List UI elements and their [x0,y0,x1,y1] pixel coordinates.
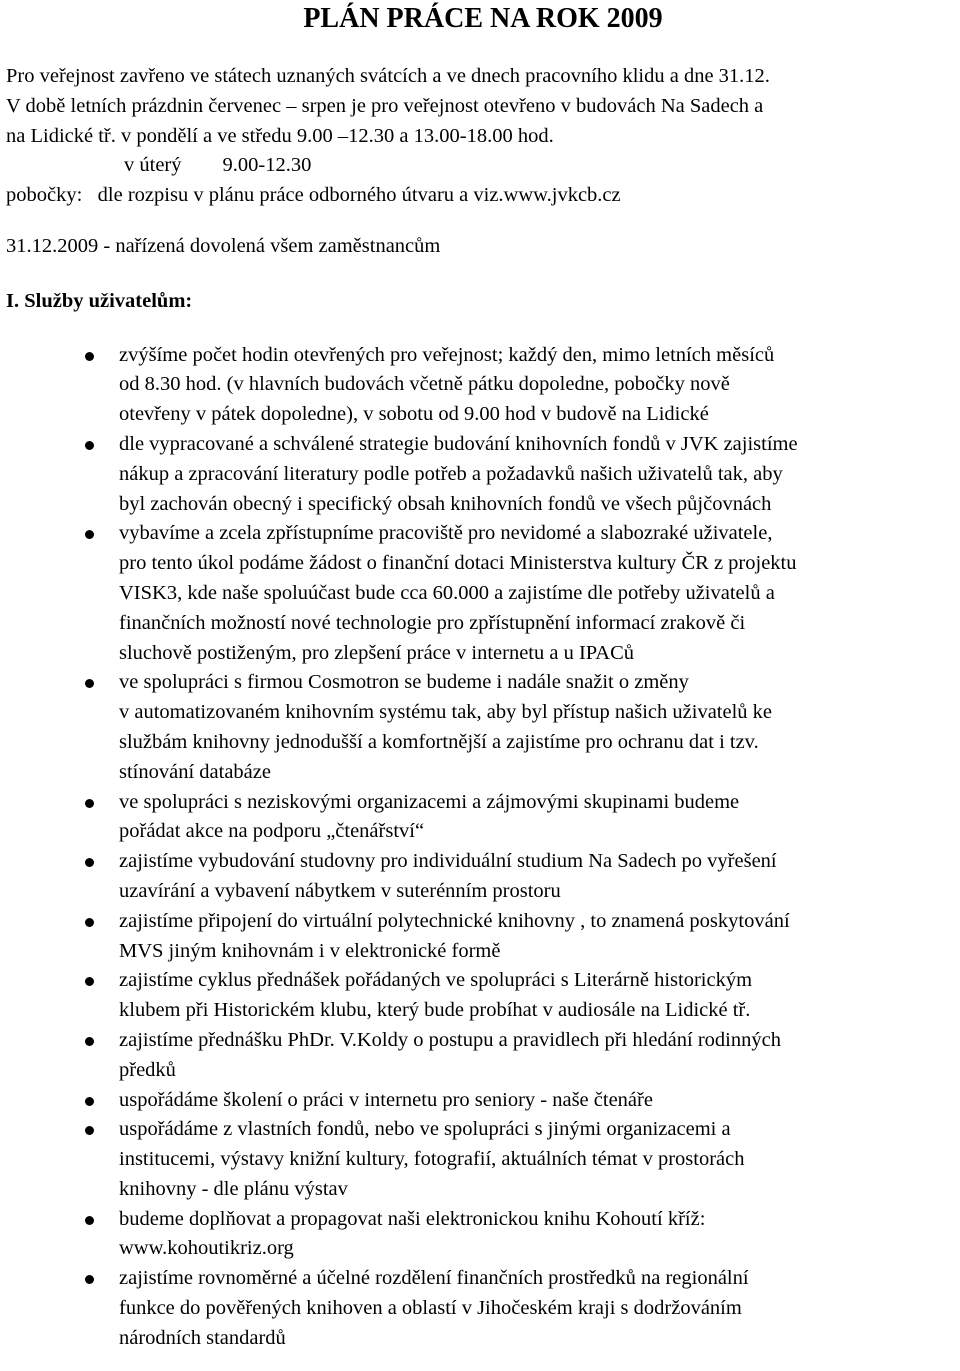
list-item-line: zajistíme cyklus přednášek pořádaných ve spolupráci s Literárně historickým [119,969,753,992]
list-item [6,1264,960,1353]
bullet-icon [85,799,94,808]
list-item-text [119,519,956,668]
bullet-icon [85,441,94,450]
list-item-line: byl zachován obecný i specifický obsah knihovních fondů ve všech půjčovnách [119,492,772,515]
list-item-line: zvýšíme počet hodin otevřených pro veřejnost; každý den, mimo letních měsíců [119,343,775,366]
list-item-line: dle vypracované a schválené strategie budování knihovních fondů v JVK zajistíme [119,432,798,455]
list-item-text [119,430,956,519]
list-item-text [119,668,956,787]
intro-line-4: v úterý 9.00-12.30 [124,154,312,177]
bullet-icon [85,1275,94,1284]
document-title: PLÁN PRÁCE NA ROK 2009 [303,3,663,34]
spacer [6,262,960,287]
list-item-line: klubem při Historickém klubu, který bude probíhat v audiosále na Lidické tř. [119,999,751,1022]
bullet-icon [85,530,94,539]
list-item [6,1086,960,1116]
intro-line-2: V době letních prázdnin červenec – srpen je pro veřejnost otevřeno v budovách Na Sadech a [6,94,764,117]
list-item-line: ve spolupráci s neziskovými organizacemi a zájmovými skupinami budeme [119,790,740,813]
list-item [6,519,960,668]
list-item [6,1026,960,1086]
list-item-line: MVS jiným knihovnám i v elektronické formě [119,939,501,962]
list-item-line: pro tento úkol podáme žádost o finanční dotaci Ministerstva kultury ČR z projektu [119,552,797,575]
list-item-line: uspořádáme školení o práci v internetu pro seniory - naše čtenáře [119,1088,653,1111]
list-item-line: stínování databáze [119,760,271,783]
list-item-text [119,341,956,430]
list-item [6,966,960,1026]
bullet-icon [85,1216,94,1225]
list-item [6,668,960,787]
list-item-line: ve spolupráci s firmou Cosmotron se budeme i nadále snažit o změny [119,671,689,694]
bullet-icon [85,977,94,986]
list-item-text [119,1026,956,1086]
list-item-line: nákup a zpracování literatury podle potřeb a požadavků našich uživatelů tak, aby [119,462,783,485]
list-item-line: funkce do pověřených knihoven a oblastí v Jihočeském kraji s dodržováním [119,1297,742,1320]
bullet-icon [85,679,94,688]
list-item-line: knihovny - dle plánu výstav [119,1177,348,1200]
list-item-line: předků [119,1058,176,1081]
list-item-line: VISK3, kde naše spoluúčast bude cca 60.000 a zajistíme dle potřeby uživatelů a [119,581,775,604]
opening-hours-block [6,62,960,262]
bullet-icon [85,1097,94,1106]
list-item [6,1205,960,1265]
bullet-icon [85,1126,94,1135]
list-item [6,430,960,519]
list-item [6,341,960,430]
intro-line-3: na Lidické tř. v pondělí a ve středu 9.00 –12.30 a 13.00-18.00 hod. [6,124,554,147]
list-item-line: zajistíme přednášku PhDr. V.Koldy o postupu a pravidlech při hledání rodinných [119,1028,781,1051]
list-item-line: sluchově postiženým, pro zlepšení práce v internetu a u IPACů [119,641,635,664]
list-item-text [119,847,956,907]
bullet-icon [85,858,94,867]
list-item-line: národních standardů [119,1326,286,1349]
list-item-line: zajistíme vybudování studovny pro individuální studium Na Sadech po vyřešení [119,850,777,873]
list-item-line: uspořádáme z vlastních fondů, nebo ve spolupráci s jinými organizacemi a [119,1118,731,1141]
list-item [6,1115,960,1204]
list-item-line: institucemi, výstavy knižní kultury, fotografií, aktuálních témat v prostorách [119,1148,745,1171]
list-item-line: budeme doplňovat a propagovat naši elektronickou knihu Kohoutí kříž: [119,1207,706,1230]
bullet-icon [85,352,94,361]
list-item-text [119,966,956,1026]
bullet-icon [85,918,94,927]
spacer [6,211,960,232]
list-item-text [119,1115,956,1204]
section-heading: I. Služby uživatelům: [6,289,193,312]
list-item [6,907,960,967]
list-item-text [119,788,956,848]
list-item-line: zajistíme rovnoměrné a účelné rozdělení finančních prostředků na regionální [119,1267,749,1290]
list-item [6,847,960,907]
list-item-line: službám knihovny jednodušší a komfortnější a zajistíme pro ochranu dat i tzv. [119,730,759,753]
list-item-line: finančních možností nové technologie pro zpřístupnění informací zrakově či [119,611,746,634]
list-item-line: vybavíme a zcela zpřístupníme pracoviště pro nevidomé a slabozraké uživatele, [119,522,773,545]
list-item-text [119,1264,956,1353]
list-item-line: od 8.30 hod. (v hlavních budovách včetně pátku dopoledne, pobočky nově [119,373,730,396]
intro-line-5: pobočky: dle rozpisu v plánu práce odborného útvaru a viz.www.jvkcb.cz [6,184,621,207]
list-item-line: uzavírání a vybavení nábytkem v suterénním prostoru [119,879,561,902]
list-item-line: v automatizovaném knihovním systému tak, aby byl přístup našich uživatelů ke [119,701,773,724]
list-item-text [119,1205,956,1265]
list-item-line: pořádat akce na podporu „čtenářství“ [119,820,425,843]
list-item-line: otevřeny v pátek dopoledne), v sobotu od 9.00 hod v budově na Lidické [119,403,709,426]
intro-line-1: Pro veřejnost zavřeno ve státech uznaných svátcích a ve dnech pracovního klidu a dne 31.12. [6,65,770,87]
services-list [6,341,960,1354]
list-item [6,788,960,848]
list-item-line: zajistíme připojení do virtuální polytechnické knihovny , to znamená poskytování [119,909,790,932]
list-item-line: www.kohoutikriz.org [119,1237,294,1260]
list-item-text [119,907,956,967]
bullet-icon [85,1037,94,1046]
list-item-text [119,1086,956,1116]
intro-line-6: 31.12.2009 - nařízená dovolená všem zaměstnancům [6,234,441,257]
